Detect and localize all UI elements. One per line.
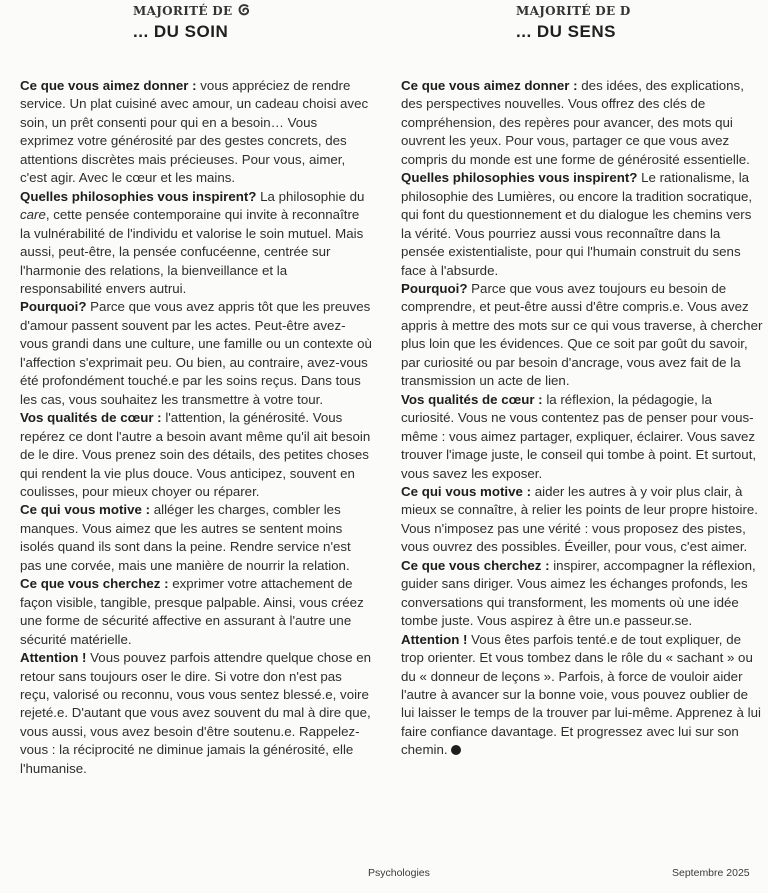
- paragraph: [20, 409, 372, 501]
- left-column-header: [133, 3, 333, 42]
- section-label: Attention !: [20, 650, 87, 666]
- section-text: la réflexion, la pédagogie, la curiosité. Vous ne vous contentez pas de penser pour vous-même : vous aimez partager, expliquer, éclairer. Vous savez trouver l'image juste, le conseil qui tombe à point. Et surtout, vous savez les exposer.: [401, 391, 757, 481]
- section-text: La philosophie du: [256, 188, 365, 204]
- section-label: Ce qui vous motive :: [401, 483, 532, 499]
- paragraph: [20, 298, 372, 409]
- paragraph: [20, 575, 372, 649]
- section-text: inspirer, accompagner la réflexion, guider sans diriger. Vous aimez les échanges profonds, les conversations qui transforment, les moments où une idée tombe juste. Vous aspirez à être un.e passeur.se.: [401, 557, 756, 629]
- right-column-text: [401, 77, 763, 760]
- section-label: Pourquoi?: [20, 299, 87, 315]
- paragraph: [401, 391, 763, 483]
- swirl-icon: [237, 3, 251, 17]
- left-column-text: [20, 77, 372, 778]
- section-text: Parce que vous avez appris tôt que les preuves d'amour passent souvent par les actes. Peut-être avez-vous grandi dans une culture, une famille ou un contexte où l'affection s'exprimait peu. Ou bien, au contraire, avez-vous été profondément touché.e par les soins reçus. Dans tous les cas, vous souhaitez les transmettre à votre tour.: [20, 299, 372, 407]
- section-text: l'attention, la générosité. Vous repérez ce dont l'autre a besoin avant même qu'il ait besoin de le dire. Vous prenez soin des détails, des petites choses qui rendent la vie plus douce. Vous anticipez, souvent en coulisses, pour mieux choyer ou réparer.: [20, 410, 371, 499]
- section-label: Ce que vous cherchez :: [401, 557, 550, 573]
- section-text: alléger les charges, combler les manques. Vous aimez que les autres se sentent moins isolés quand ils sont dans la peine. Rendre service n'est pas une corvée, mais une manière de nourrir la relation.: [20, 502, 351, 573]
- section-label: Vos qualités de cœur :: [20, 410, 162, 426]
- footer-date: Septembre 2025: [672, 867, 750, 879]
- section-text: Vous pouvez parfois attendre quelque chose en retour sans toujours oser le dire. Si votre don n'est pas reçu, valorisé ou reconnu, vous vous sentez blessé.e, voire rejeté.e. D'autant que vous avez souvent du mal à dire que, vous aussi, vous avez besoin d'être soutenu.e. Rappelez-vous : la réciprocité ne diminue jamais la générosité, elle l'humanise.: [20, 650, 372, 776]
- right-column-header: [516, 3, 716, 42]
- section-label: Pourquoi?: [401, 280, 468, 296]
- section-label: Quelles philosophies vous inspirent?: [20, 188, 257, 204]
- paragraph: [401, 280, 763, 391]
- section-label: Ce que vous aimez donner :: [20, 78, 197, 93]
- section-text: Vous êtes parfois tenté.e de tout expliquer, de trop orienter. Et vous tombez dans le rôle du « sachant » ou du « donneur de leçons ». Parfois, à force de vouloir aider l'autre à avancer sur la bonne voie, vous pouvez oublier de lui laisser le temps de la trouver par lui-même. Apprenez à lui faire confiance davantage. Et progressez avec lui sur son chemin.: [401, 631, 761, 758]
- section-text: , cette pensée contemporaine qui invite à reconnaître la vulnérabilité de l'individu et valorise le soin mutuel. Mais aussi, peut-être, la pensée confucéenne, centrée sur l'harmonie des relations, la bienveillance et la responsabilité envers autrui.: [20, 207, 364, 296]
- paragraph: [401, 631, 763, 760]
- paragraph: [401, 483, 763, 557]
- section-text: Le rationalisme, la philosophie des Lumières, ou encore la tradition socratique, qui font du questionnement et du dialogue les chemins vers la vérité. Vous pourriez aussi vous reconnaître dans la pensée existentialiste, pour qui l'humain construit du sens face à l'absurde.: [401, 170, 753, 278]
- section-text: vous appréciez de rendre service. Un plat cuisiné avec amour, un cadeau choisi avec soin, un prêt consenti pour qui en a besoin… Vous exprimez votre générosité par des gestes concrets, des attentions discrètes mais précieuses. Pour vous, aimer, c'est agir. Avec le cœur et les mains.: [20, 78, 369, 186]
- emphasis-text: care: [20, 207, 46, 223]
- paragraph: [401, 557, 763, 631]
- end-mark-icon: [451, 745, 461, 755]
- paragraph: [20, 188, 372, 299]
- paragraph: [20, 77, 372, 188]
- section-label: Attention !: [401, 631, 468, 647]
- section-label: Ce que vous aimez donner :: [401, 78, 578, 93]
- section-label: Quelles philosophies vous inspirent?: [401, 170, 638, 186]
- section-text: exprimer votre attachement de façon visible, tangible, presque palpable. Ainsi, vous créez une forme de sécurité affective en assurant à l'autre une sécurité matérielle.: [20, 576, 364, 647]
- section-text: aider les autres à y voir plus clair, à mieux se connaître, à relier les points de leur propre histoire. Vous n'imposez pas une vérité : vous proposez des pistes, vous ouvrez des possibles. Éveiller, pour vous, c'est aimer.: [401, 483, 758, 555]
- paragraph: [401, 169, 763, 280]
- right-kicker: MAJORITÉ DE D: [516, 4, 631, 18]
- footer-publication: Psychologies: [368, 867, 430, 879]
- section-label: Vos qualités de cœur :: [401, 391, 543, 407]
- paragraph: [20, 649, 372, 778]
- section-label: Ce que vous cherchez :: [20, 576, 169, 592]
- right-heading: ... DU SENS: [516, 22, 616, 41]
- left-kicker: MAJORITÉ DE: [133, 3, 333, 19]
- left-heading: ... DU SOIN: [133, 22, 229, 41]
- section-label: Ce qui vous motive :: [20, 502, 151, 518]
- section-text: des idées, des explications, des perspectives nouvelles. Vous offrez des clés de compréhension, des repères pour avancer, des mots qui ouvrent les yeux. Pour vous, partager ce que vous avez compris du monde est une forme de générosité essentielle.: [401, 78, 750, 167]
- paragraph: [401, 77, 763, 169]
- paragraph: [20, 501, 372, 575]
- section-text: Parce que vous avez toujours eu besoin de comprendre, et peut-être aussi d'être compris.e. Vous avez appris à mettre des mots sur ce qui vous traverse, à chercher plus loin que les évidences. Que ce soit par goût du savoir, par curiosité ou par besoin d'ancrage, vous avez fait de la transmission un acte de lien.: [401, 280, 763, 389]
